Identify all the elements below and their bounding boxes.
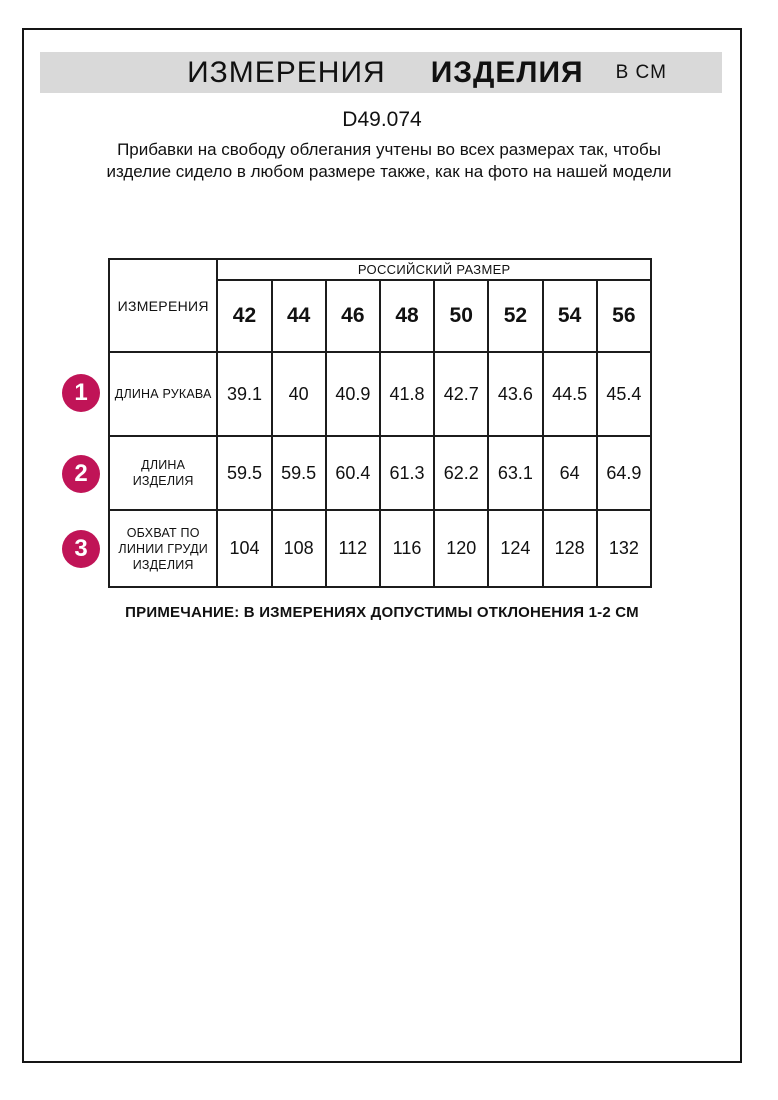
size-header: 44 xyxy=(272,280,326,352)
title-bar xyxy=(40,52,722,93)
measurement-value: 132 xyxy=(597,510,651,587)
measurement-value: 44.5 xyxy=(543,352,597,436)
measurement-value: 120 xyxy=(434,510,488,587)
measurement-value: 128 xyxy=(543,510,597,587)
measurement-value: 45.4 xyxy=(597,352,651,436)
measurement-value: 124 xyxy=(488,510,542,587)
tolerance-note: ПРИМЕЧАНИЕ: В ИЗМЕРЕНИЯХ ДОПУСТИМЫ ОТКЛОНЕНИЯ 1-2 СМ xyxy=(125,604,639,621)
measurement-value: 60.4 xyxy=(326,436,380,510)
fit-description: Прибавки на свободу облегания учтены во всех размерах так, чтобы изделие сидело в любом размере также, как на фото на нашей модели xyxy=(106,140,672,181)
size-header: 52 xyxy=(488,280,542,352)
size-header: 46 xyxy=(326,280,380,352)
row-number-badge-3: 3 xyxy=(62,530,100,568)
size-header: 56 xyxy=(597,280,651,352)
size-header: 54 xyxy=(543,280,597,352)
measurement-value: 116 xyxy=(380,510,434,587)
table-row-item-length xyxy=(109,436,651,510)
measurement-value: 61.3 xyxy=(380,436,434,510)
table-row-sleeve-length xyxy=(109,352,651,436)
measurement-value: 42.7 xyxy=(434,352,488,436)
table-group-header: РОССИЙСКИЙ РАЗМЕР xyxy=(217,259,651,280)
measurement-value: 40.9 xyxy=(326,352,380,436)
measurement-value: 112 xyxy=(326,510,380,587)
measurement-value: 41.8 xyxy=(380,352,434,436)
row-label: ДЛИНА ИЗДЕЛИЯ xyxy=(109,436,217,510)
row-label: ДЛИНА РУКАВА xyxy=(109,352,217,436)
measurement-value: 59.5 xyxy=(217,436,271,510)
size-header: 50 xyxy=(434,280,488,352)
title-unit: В СМ xyxy=(615,61,667,83)
size-table xyxy=(108,258,652,588)
row-number-badge-1: 1 xyxy=(62,374,100,412)
measurement-value: 62.2 xyxy=(434,436,488,510)
size-header: 42 xyxy=(217,280,271,352)
table-row-chest-girth xyxy=(109,510,651,587)
table-group-row xyxy=(109,259,651,280)
title-product: ИЗДЕЛИЯ xyxy=(430,55,584,89)
row-label: ОБХВАТ ПО ЛИНИИ ГРУДИ ИЗДЕЛИЯ xyxy=(109,510,217,587)
size-header: 48 xyxy=(380,280,434,352)
measurement-value: 104 xyxy=(217,510,271,587)
table-corner-header: ИЗМЕРЕНИЯ xyxy=(109,259,217,352)
measurement-value: 64.9 xyxy=(597,436,651,510)
product-code: D49.074 xyxy=(342,108,422,131)
measurement-value: 43.6 xyxy=(488,352,542,436)
measurement-value: 63.1 xyxy=(488,436,542,510)
measurement-value: 39.1 xyxy=(217,352,271,436)
measurement-value: 40 xyxy=(272,352,326,436)
row-number-badge-2: 2 xyxy=(62,455,100,493)
measurement-value: 59.5 xyxy=(272,436,326,510)
title-measurements: ИЗМЕРЕНИЯ xyxy=(187,55,386,89)
measurement-value: 64 xyxy=(543,436,597,510)
measurement-value: 108 xyxy=(272,510,326,587)
